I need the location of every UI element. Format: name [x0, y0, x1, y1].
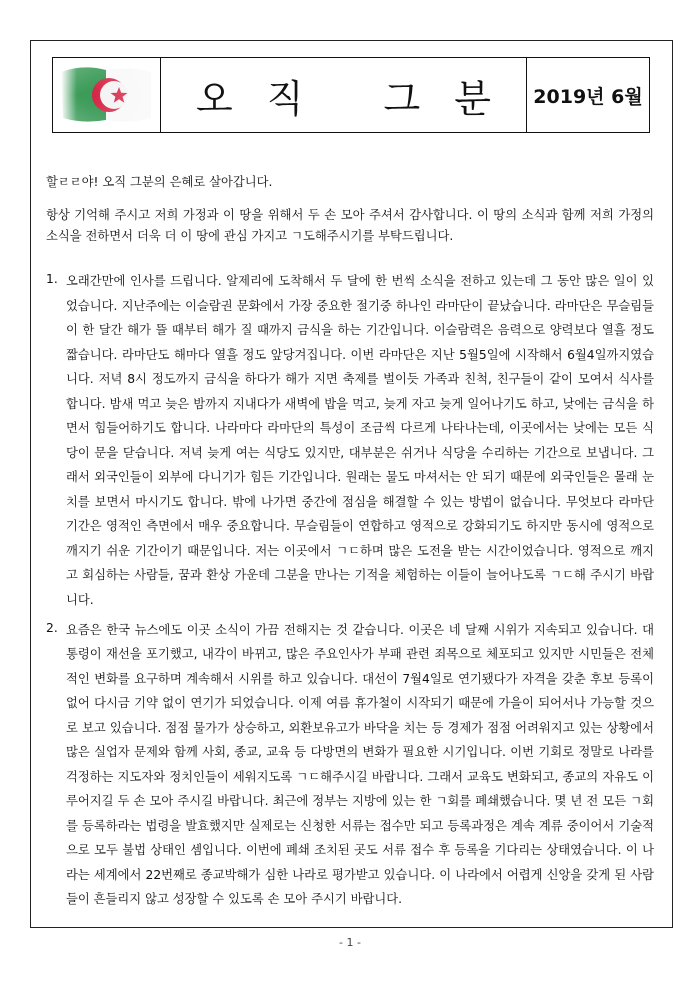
algeria-flag-icon: [53, 58, 159, 132]
greeting: 할ㄹㄹ야! 오직 그분의 은혜로 살아갑니다.: [46, 175, 273, 189]
date-cell: [527, 58, 649, 132]
flag-cell: [53, 58, 161, 132]
list-item-text: 오래간만에 인사를 드립니다. 알제리에 도착해서 두 달에 한 번씩 소식을 전하고 있는데 그 동안 많은 일이 있었습니다. 지난주에는 이슬람권 문화에서 가장 중요한 절기중 하나인 라마단이 끝났습니다. 라마단은 무슬림들이 한 달간 해가 뜰 때부터 해가 질 때까지 금식을 하는 기간입니다. 이슬람력은 음력으로 양력보다 열흘 정도 짧습니다. 라마단도 해마다 열흘 정도 앞당겨집니다. 이번 라마단은 지난 5월5일에 시작해서 6월4일까지였습니다. 저녁 8시 정도까지 금식을 하다가 해가 지면 축제를 벌이듯 가족과 친척, 친구들이 같이 모여서 식사를 합니다. 밤새 먹고 늦은 밤까지 지내다가 새벽에 밥을 먹고, 늦게 자고 늦게 일어나기도 하고, 낮에는 금식을 하면서 힘들어하기도 합니다. 나라마다 라마단의 특성이 조금씩 다르게 나타나는데, 이곳에서는 낮에는 모든 식당이 문을 닫습니다. 저녁 늦게 여는 식당도 있지만, 대부분은 쉬거나 식당을 수리하는 기간으로 보냅니다. 그래서 외국인들이 외부에 다니기가 힘든 기간입니다. 원래는 물도 마셔서는 안 되기 때문에 외국인들은 몰래 눈치를 보면서 마시기도 합니다. 밖에 나가면 중간에 점심을 해결할 수 있는 방법이 없습니다. 무엇보다 라마단 기간은 영적인 측면에서 매우 중요합니다. 무슬림들이 연합하고 영적으로 강화되기도 하지만 동시에 영적으로 깨지기 쉬운 기간이기 때문입니다. 저는 이곳에서 ㄱㄷ하며 많은 도전을 받는 시간이었습니다. 영적으로 깨지고 회심하는 사람들, 꿈과 환상 가운데 그분을 만나는 기적을 체험하는 이들이 늘어나도록 ㄱㄷ해 주시기 바랍니다.: [66, 274, 654, 607]
newsletter-header: [52, 57, 650, 133]
list-item-number: 1.: [46, 272, 58, 287]
list-item-text: 요즘은 한국 뉴스에도 이곳 소식이 가끔 전해지는 것 같습니다. 이곳은 네 달째 시위가 지속되고 있습니다. 대통령이 재선을 포기했고, 내각이 바뀌고, 많은 주요인사가 부패 관련 죄목으로 체포되고 있지만 시민들은 전체적인 변화를 요구하며 계속해서 시위를 하고 있습니다. 대선이 7월4일로 연기됐다가 자격을 갖춘 후보 등록이 없어 다시금 기약 없이 연기가 되었습니다. 이제 여름 휴가철이 시작되기 때문에 가을이 되어서나 가능할 것으로 보고 있습니다. 점점 물가가 상승하고, 외환보유고가 바닥을 치는 등 경제가 점점 어려워지고 있는 상황에서 많은 실업자 문제와 함께 사회, 종교, 교육 등 다방면의 변화가 필요한 시기입니다. 이번 기회로 정말로 나라를 걱정하는 지도자와 정치인들이 세워지도록 ㄱㄷ해주시길 바랍니다. 그래서 교육도 변화되고, 종교의 자유도 이루어지길 두 손 모아 주시길 바랍니다. 최근에 정부는 지방에 있는 한 ㄱ회를 폐쇄했습니다. 몇 년 전 모든 ㄱ회를 등록하라는 법령을 발효했지만 실제로는 신청한 서류는 접수만 되고 등록과정은 계속 계류 중이어서 기술적으로 모두 불법 상태인 셈입니다. 이번에 폐쇄 조치된 곳도 서류 접수 후 등록을 기다리는 상태였습니다. 이 나라는 세계에서 22번째로 종교박해가 심한 나라로 평가받고 있습니다. 이 나라에서 어렵게 신앙을 갖게 된 사람들이 흔들리지 않고 성장할 수 있도록 손 모아 주시기 바랍니다.: [66, 622, 654, 907]
intro-paragraph: 항상 기억해 주시고 저희 가정과 이 땅을 위해서 두 손 모아 주셔서 감사합니다. 이 땅의 소식과 함께 저희 가정의 소식을 전하면서 더욱 더 이 땅에 관심 가지고 ㄱ도해주시기를 부탁드립니다.: [46, 208, 654, 244]
page-number: - 1 -: [339, 936, 361, 949]
list-item: [46, 618, 654, 912]
letter-content: [46, 172, 654, 918]
newsletter-title: 오직 그분: [196, 76, 525, 121]
newsletter-date: 2019년 6월: [533, 85, 643, 108]
list-item: [46, 269, 654, 612]
title-cell: [161, 58, 527, 132]
list-item-number: 2.: [46, 620, 58, 635]
